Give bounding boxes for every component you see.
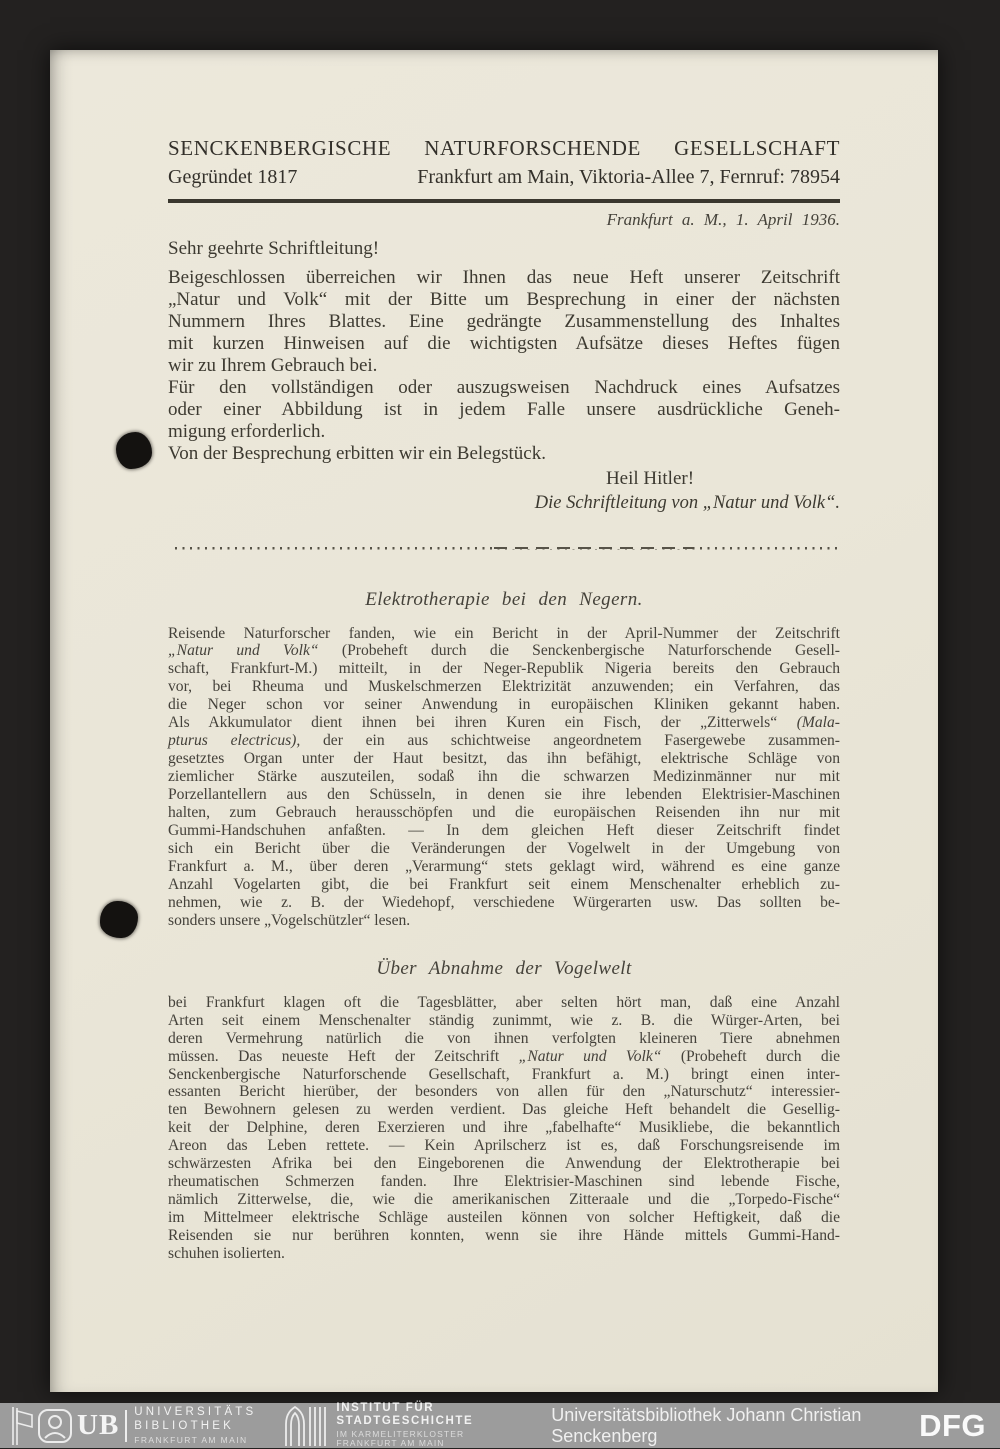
page-content xyxy=(168,50,840,1263)
ub-divider xyxy=(125,1410,127,1442)
isg-line-2: STADTGESCHICHTE xyxy=(336,1415,474,1427)
isg-line-3: IM KARMELITERKLOSTER xyxy=(336,1428,465,1439)
letter-paragraph-3: Von der Besprechung erbitten wir ein Belegstück. xyxy=(168,442,546,464)
ub-logo xyxy=(10,1403,256,1448)
ub-line-2: BIBLIOTHEK xyxy=(134,1420,235,1433)
letter-paragraph-2: Für den vollständigen oder auszugsweisen Nachdruck eines Aufsatzes oder einer Abbildung ist in jedem Falle unsere ausdrückliche Geneh- migung erforderlich. xyxy=(168,376,840,442)
branding-bar xyxy=(0,1403,1000,1448)
letterhead-subline xyxy=(168,164,840,190)
isg-line-1: INSTITUT FÜR xyxy=(336,1401,435,1414)
isg-text xyxy=(336,1403,473,1449)
letter-paragraph-1: Beigeschlossen überreichen wir Ihnen das neue Heft unserer Zeitschrift „Natur und Volk“ mit der Bitte um Besprechung in einer der nächsten Nummern Ihres Blattes. Eine gedrängte Zusammenstellung des Inhaltes mit kurzen Hinweisen auf die wichtigsten Aufsätze dieses Heftes fügen wir zu Ihrem Gebrauch bei. xyxy=(168,266,840,376)
article2-title: Über Abnahme der Vogelwelt xyxy=(376,957,632,979)
closing-block xyxy=(420,467,840,515)
dfg-logo: DFG xyxy=(919,1407,986,1443)
closing-line: Heil Hitler! xyxy=(605,467,695,489)
ub-flag-icon xyxy=(10,1406,34,1446)
separator-dash-segment xyxy=(494,547,694,550)
ub-line-1: UNIVERSITÄTS xyxy=(134,1405,257,1418)
isg-line-4: FRANKFURT AM MAIN xyxy=(336,1438,445,1448)
karmeliterkloster-arch-icon xyxy=(282,1406,328,1446)
letterhead-founded: Gegründet 1817 xyxy=(168,166,298,188)
letterhead-org: SENCKENBERGISCHE NATURFORSCHENDE GESELLSCHAFT xyxy=(168,136,840,160)
ub-text xyxy=(134,1407,256,1445)
article1-body: Reisende Naturforscher fanden, wie ein Bericht in der April-Nummer der Zeitschrift „Natur und Volk“ (Probeheft durch die Senckenbergische Naturforschende Gesell- schaft, Frankfurt-M.) mitteilt, in der Neger-Republik Nigeria bereits den Gebrauch vor, bei Rheuma und Muskelschmerzen Elektrizität anzuwenden; ein Verfahren, das die Neger schon vor seiner Anwendung in europäischen Kliniken gekannt haben. Als Akkumulator dient ihnen bei ihren Kuren ein Fisch, der „Zitterwels“ (Mala- pturus electricus), der ein aus schichtweise angeordnetem Fasergewebe zusammen- gesetztes Organ unter der Haut besitzt, das ihn befähigt, elektrische Schläge von ziemlicher Stärke auszuteilen, sodaß ihn die schwarzen Medizinmänner nur mit Porzellantellern aus den Schüsseln, in denen sie ihre lebenden Elektrisier-Maschinen halten, zum Gebrauch herausschöpfen und die europäischen Reisenden ihn nur mit Gummi-Handschuhen anfaßten. — In dem gleichen Heft dieser Zeitschrift findet sich ein Bericht über die Veränderungen der Vogelwelt in der Umgebung von Frankfurt a. M., über deren „Verarmung“ stets geklagt wird, während es eine ganze Anzahl Vogelarten gibt, die bei Frankfurt seit einem Menschenalter erheblich zu- nehmen, wie z. B. der Wiedehopf, verschiedene Würgerarten usw. Das sollten be- sonders unsere „Vogelschützler“ lesen. xyxy=(168,624,841,929)
punch-hole-top xyxy=(116,432,152,469)
article2-body: bei Frankfurt klagen oft die Tagesblätter, aber selten hört man, daß eine Anzahl Arten seit einem Menschenalter ständig zunimmt, wie z. B. die Würger-Arten, bei deren Vermehrung natürlich die von ihnen verfolgten kleineren Tiere abnehmen müssen. Das neueste Heft der Zeitschrift „Natur und Volk“ (Probeheft durch die Senckenbergische Naturforschende Gesellschaft, Frankfurt a. M.) bringt einen inter- essanten Bericht hierüber, der besonders von allen für den „Naturschutz“ interessier- ten Bewohnern gelesen zu werden verdient. Das gleiche Heft behandelt die Gesellig- keit der Delphine, deren Exerzieren und ihre „fabelhafte“ Musikliebe, die bekanntlich Areon das Leben rettete. — Kein Aprilscherz ist es, daß Forschungsreisende im schwärzesten Afrika bei den Eingeborenen die Anwendung der Elektrotherapie bei rheumatischen Schmerzen fanden. Ihre Elektrisier-Maschinen sind lebende Fische, nämlich Zitterwelse, die, wie die amerikanischen Zitteraale und die „Torpedo-Fische“ im Mittelmeer elektrische Schläge austeilen können von solcher Heftigkeit, daß die Reisenden sie nur berühren konnten, wenn sie ihre Hände mittels Gummi-Hand- schuhen isolierten. xyxy=(168,993,840,1263)
ub-line-3: FRANKFURT AM MAIN xyxy=(134,1434,248,1445)
salutation: Sehr geehrte Schriftleitung! xyxy=(168,237,380,259)
dateline: Frankfurt a. M., 1. April 1936. xyxy=(606,209,840,229)
article1-title: Elektrotherapie bei den Negern. xyxy=(365,588,643,610)
punch-hole-bottom xyxy=(100,901,138,938)
letter-page xyxy=(50,50,938,1392)
library-name: Universitätsbibliothek Johann Christian Senckenberg xyxy=(551,1404,862,1446)
letterhead-address: Frankfurt am Main, Viktoria-Allee 7, Fernruf: 78954 xyxy=(417,166,840,188)
isg-logo xyxy=(282,1403,473,1448)
goethe-portrait-icon xyxy=(37,1408,73,1444)
separator-dashed-line xyxy=(175,547,840,550)
letterhead-rule xyxy=(168,199,840,203)
ub-abbr: UB xyxy=(77,1409,120,1441)
signature-line: Die Schriftleitung von „Natur und Volk“. xyxy=(534,492,840,513)
